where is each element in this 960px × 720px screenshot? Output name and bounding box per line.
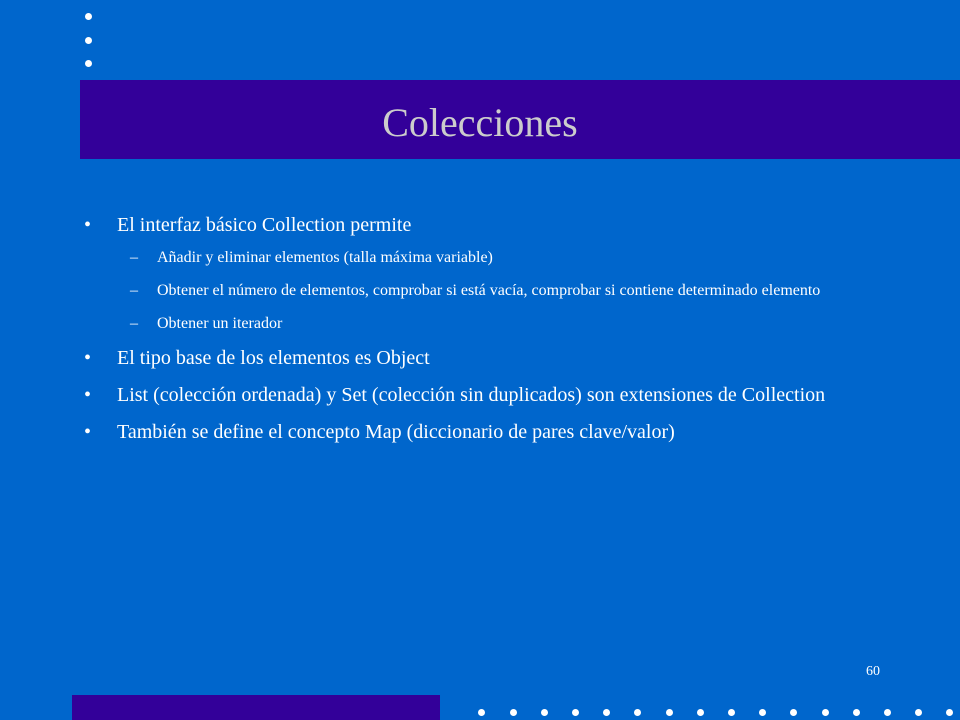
bullet-item (84, 346, 864, 371)
sub-bullet-item (84, 280, 864, 301)
sub-bullet-marker: – (130, 315, 138, 332)
decorative-dot (884, 709, 891, 716)
bullet-marker: • (84, 347, 92, 369)
sub-bullet-item (84, 247, 864, 268)
bullet-text: El interfaz básico Collection permite (117, 214, 412, 236)
slide-title: Colecciones (382, 100, 578, 145)
decorative-dot (697, 709, 704, 716)
sub-bullet-item (84, 313, 864, 334)
sub-bullet-text: Añadir y eliminar elementos (talla máxima variable) (157, 249, 493, 266)
sub-bullet-marker: – (130, 249, 138, 266)
decorative-dot (541, 709, 548, 716)
bullet-text: También se define el concepto Map (diccionario de pares clave/valor) (117, 421, 675, 443)
bullet-list (84, 213, 864, 457)
sub-bullet-text: Obtener un iterador (157, 315, 283, 332)
decorative-dot (478, 709, 485, 716)
decorative-dot (85, 37, 92, 44)
page-number: 60 (866, 664, 880, 679)
decorative-dot (85, 60, 92, 67)
decorative-dot (853, 709, 860, 716)
decorative-dot (822, 709, 829, 716)
decorative-dot (85, 13, 92, 20)
decorative-dot (666, 709, 673, 716)
bullet-marker: • (84, 421, 92, 443)
bullet-text: El tipo base de los elementos es Object (117, 347, 430, 369)
decorative-dot (572, 709, 579, 716)
bullet-item (84, 213, 864, 238)
bullet-item (84, 383, 864, 408)
decorative-dot (946, 709, 953, 716)
decorative-dot (759, 709, 766, 716)
bullet-text: List (colección ordenada) y Set (colección sin duplicados) son extensiones de Collection (117, 384, 826, 406)
decorative-dot (790, 709, 797, 716)
bullet-marker: • (84, 214, 92, 236)
sub-bullet-marker: – (130, 282, 138, 299)
decorative-dot (510, 709, 517, 716)
decorative-dot (603, 709, 610, 716)
bullet-marker: • (84, 384, 92, 406)
decorative-dot (915, 709, 922, 716)
decorative-dot (728, 709, 735, 716)
bottom-bar (72, 695, 440, 720)
sub-bullet-list (84, 247, 864, 334)
decorative-dot (634, 709, 641, 716)
sub-bullet-text: Obtener el número de elementos, comprobar si está vacía, comprobar si contiene determinado elemento (157, 282, 821, 299)
bullet-item (84, 420, 864, 445)
